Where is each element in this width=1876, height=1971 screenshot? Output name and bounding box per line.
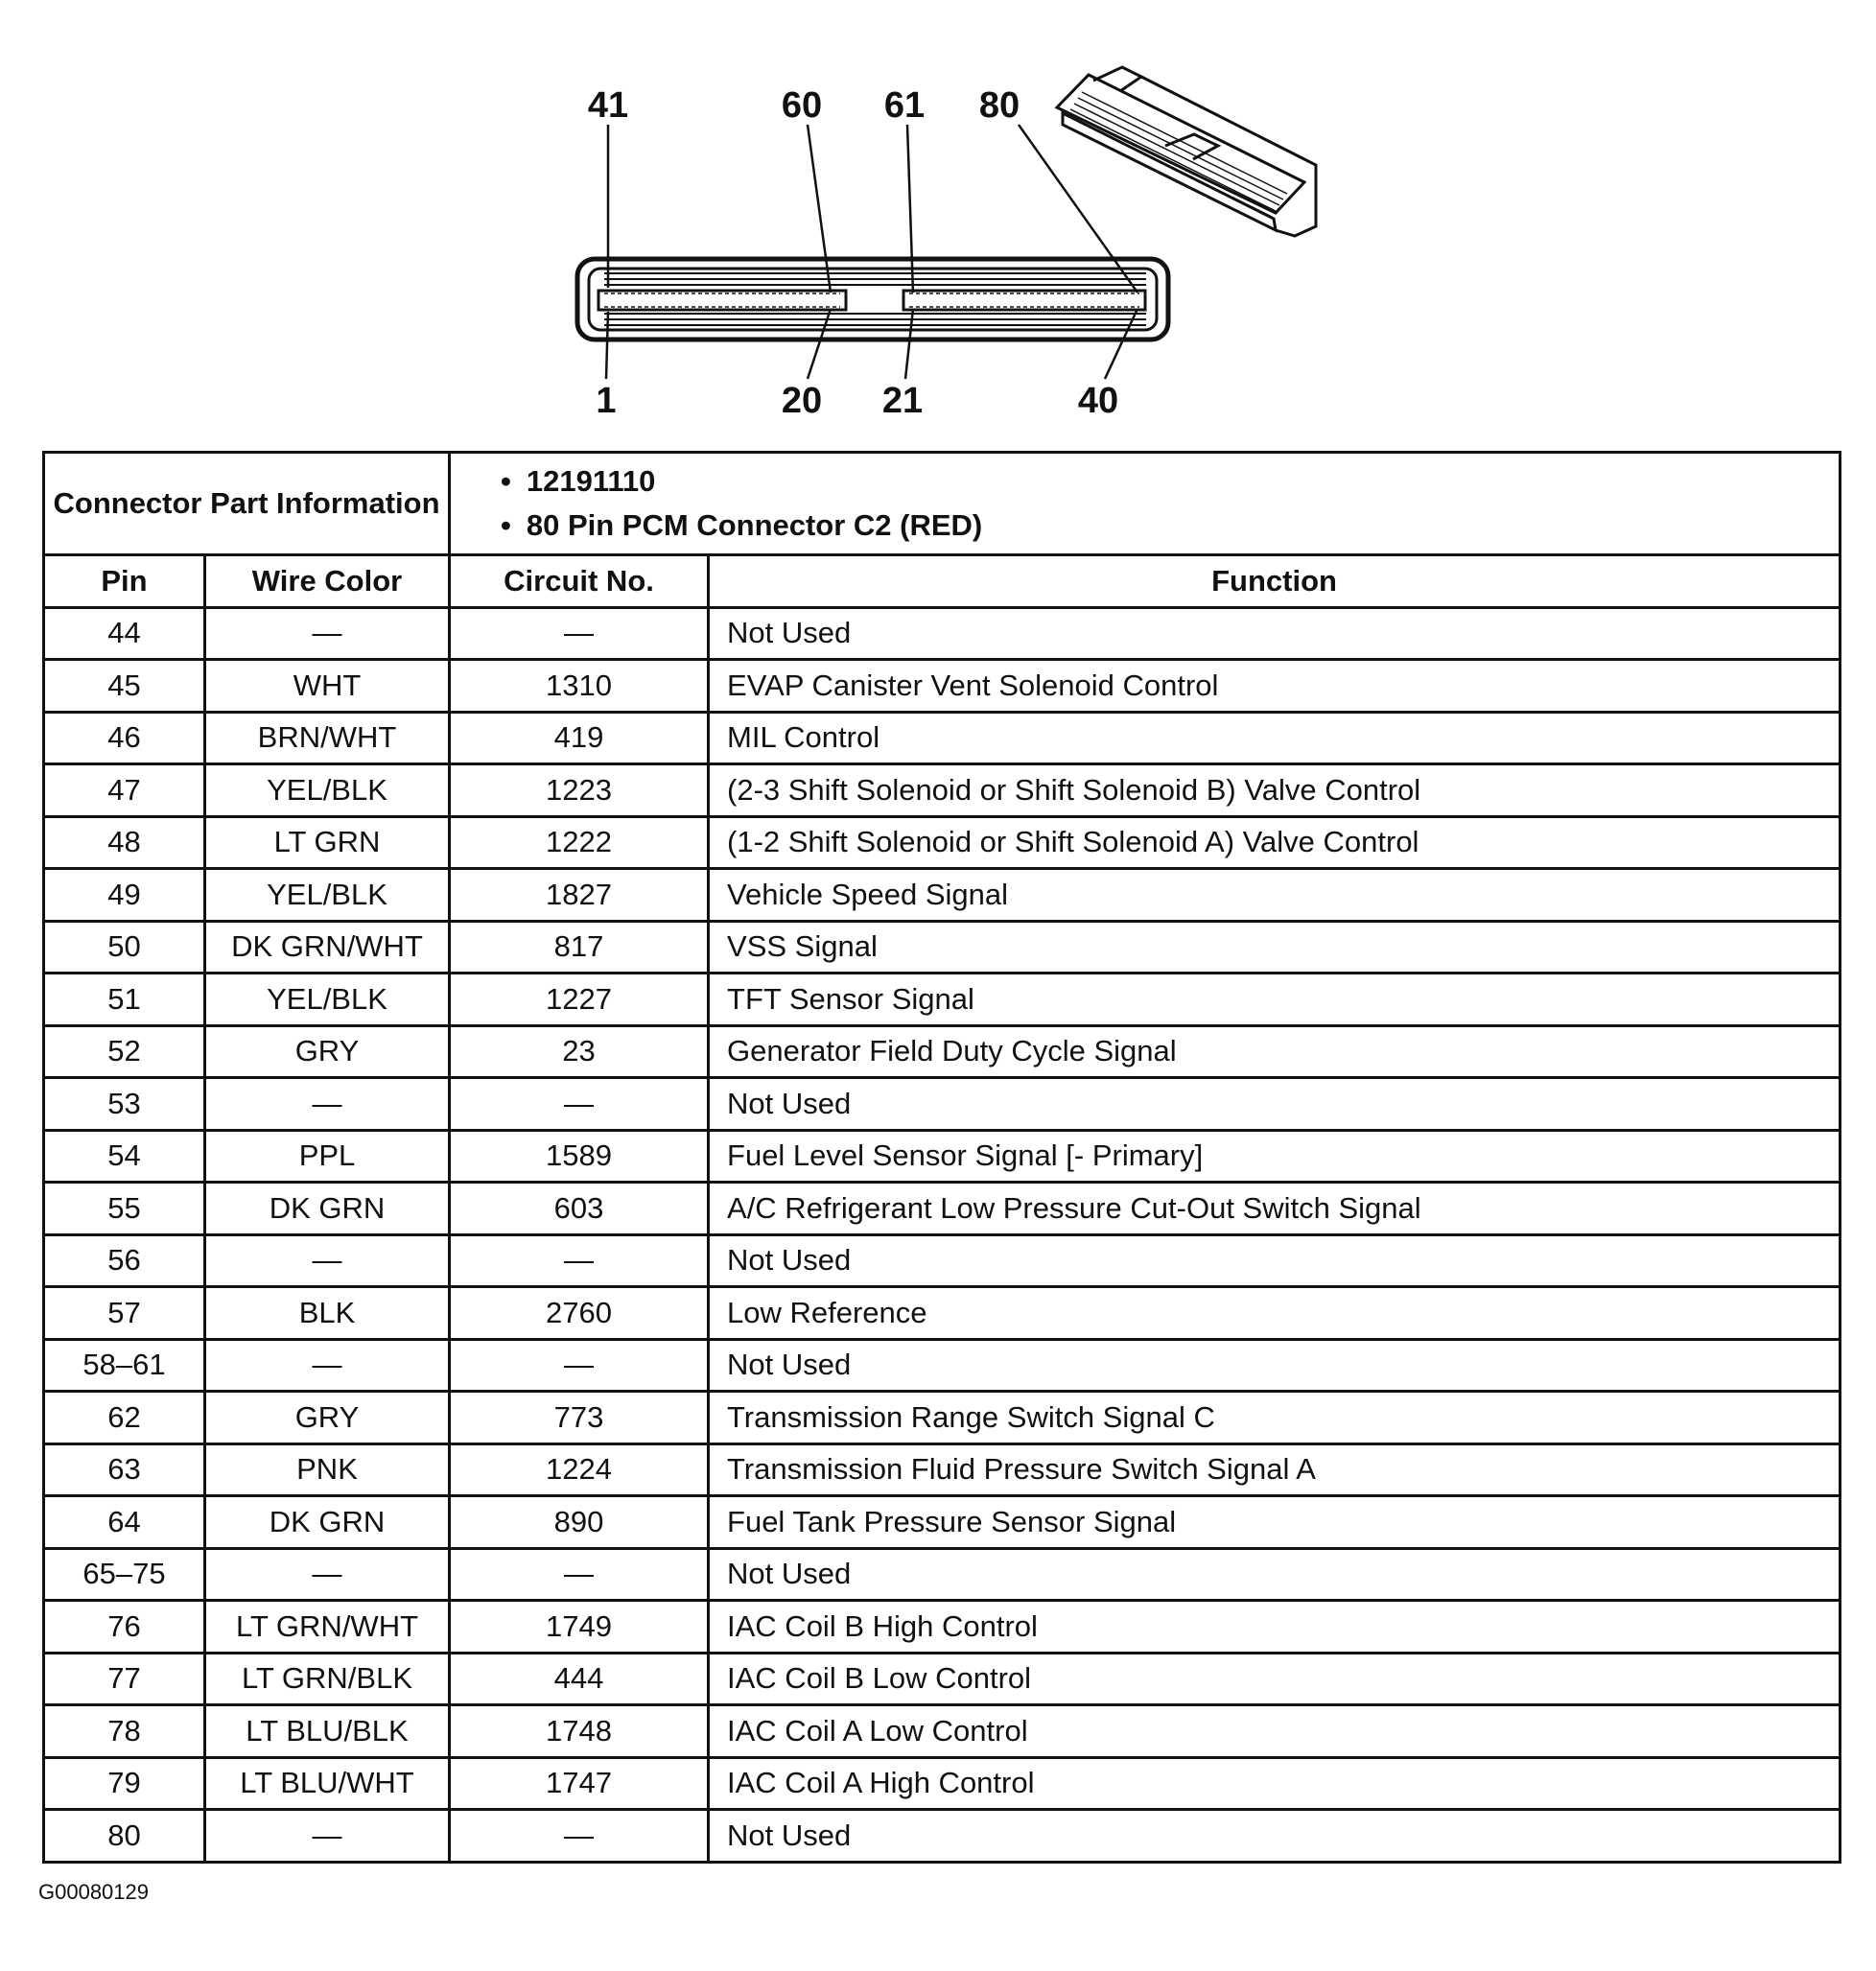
function-cell: Not Used — [709, 1078, 1841, 1131]
wire-color-cell: — — [205, 1234, 450, 1287]
pin-label-20: 20 — [781, 381, 823, 421]
table-row — [44, 974, 1841, 1026]
function-cell: IAC Coil A High Control — [709, 1757, 1841, 1810]
table-row — [44, 1810, 1841, 1863]
pin-cell: 65–75 — [44, 1548, 205, 1601]
pin-cell: 54 — [44, 1130, 205, 1183]
column-header-row — [44, 555, 1841, 608]
circuit-number-cell: 603 — [450, 1183, 709, 1235]
function-cell: A/C Refrigerant Low Pressure Cut-Out Switch Signal — [709, 1183, 1841, 1235]
pin-cell: 50 — [44, 921, 205, 974]
circuit-number-cell: 1227 — [450, 974, 709, 1026]
circuit-number-cell: 1749 — [450, 1601, 709, 1654]
pin-cell: 78 — [44, 1705, 205, 1758]
pin-label-40: 40 — [1077, 381, 1119, 421]
wire-color-cell: GRY — [205, 1392, 450, 1444]
function-cell: IAC Coil A Low Control — [709, 1705, 1841, 1758]
circuit-number-cell: 1222 — [450, 816, 709, 869]
function-cell: Not Used — [709, 1548, 1841, 1601]
table-row — [44, 1234, 1841, 1287]
function-cell: EVAP Canister Vent Solenoid Control — [709, 660, 1841, 713]
function-cell: TFT Sensor Signal — [709, 974, 1841, 1026]
wire-color-cell: LT BLU/BLK — [205, 1705, 450, 1758]
function-cell: Not Used — [709, 1339, 1841, 1392]
circuit-number-cell: 1224 — [450, 1443, 709, 1496]
wire-color-cell: LT GRN — [205, 816, 450, 869]
pin-label-41: 41 — [587, 85, 629, 126]
pin-label-1: 1 — [596, 381, 617, 421]
pin-cell: 46 — [44, 712, 205, 764]
connector-part-info-values — [450, 453, 1841, 555]
wire-color-cell: — — [205, 1078, 450, 1131]
function-cell: IAC Coil B High Control — [709, 1601, 1841, 1654]
connector-diagram — [0, 0, 1876, 441]
pin-cell: 44 — [44, 607, 205, 660]
circuit-number-cell: — — [450, 607, 709, 660]
wire-color-cell: LT BLU/WHT — [205, 1757, 450, 1810]
connector-info-row — [44, 453, 1841, 555]
circuit-number-cell: 890 — [450, 1496, 709, 1549]
wire-color-cell: — — [205, 1548, 450, 1601]
wire-color-cell: YEL/BLK — [205, 764, 450, 817]
function-cell: Not Used — [709, 1810, 1841, 1863]
pin-cell: 63 — [44, 1443, 205, 1496]
table-row — [44, 764, 1841, 817]
wire-color-cell: PNK — [205, 1443, 450, 1496]
table-row — [44, 1653, 1841, 1705]
column-header-wire-color: Wire Color — [205, 555, 450, 608]
part-number: • 12191110 — [501, 459, 1839, 504]
connector-description: • 80 Pin PCM Connector C2 (RED) — [501, 504, 1839, 548]
circuit-number-cell: 1310 — [450, 660, 709, 713]
table-row — [44, 712, 1841, 764]
pin-cell: 52 — [44, 1025, 205, 1078]
function-cell: Not Used — [709, 1234, 1841, 1287]
table-row — [44, 1078, 1841, 1131]
circuit-number-cell: — — [450, 1234, 709, 1287]
table-row — [44, 816, 1841, 869]
circuit-number-cell: 444 — [450, 1653, 709, 1705]
connector-side-view-icon — [1057, 67, 1316, 236]
table-row — [44, 1287, 1841, 1340]
pin-cell: 56 — [44, 1234, 205, 1287]
wire-color-cell: WHT — [205, 660, 450, 713]
circuit-number-cell: — — [450, 1810, 709, 1863]
function-cell: (2-3 Shift Solenoid or Shift Solenoid B) Valve Control — [709, 764, 1841, 817]
table-row — [44, 1130, 1841, 1183]
pin-cell: 64 — [44, 1496, 205, 1549]
column-header-circuit-no: Circuit No. — [450, 555, 709, 608]
function-cell: Transmission Fluid Pressure Switch Signal A — [709, 1443, 1841, 1496]
wire-color-cell: PPL — [205, 1130, 450, 1183]
function-cell: Generator Field Duty Cycle Signal — [709, 1025, 1841, 1078]
table-row — [44, 1705, 1841, 1758]
table-row — [44, 1757, 1841, 1810]
wire-color-cell: YEL/BLK — [205, 869, 450, 922]
pin-cell: 80 — [44, 1810, 205, 1863]
circuit-number-cell: 1589 — [450, 1130, 709, 1183]
circuit-number-cell: 419 — [450, 712, 709, 764]
function-cell: IAC Coil B Low Control — [709, 1653, 1841, 1705]
circuit-number-cell: 817 — [450, 921, 709, 974]
pin-cell: 76 — [44, 1601, 205, 1654]
table-row — [44, 869, 1841, 922]
function-cell: Low Reference — [709, 1287, 1841, 1340]
column-header-pin: Pin — [44, 555, 205, 608]
figure-id: G00080129 — [38, 1880, 149, 1904]
table-row — [44, 1339, 1841, 1392]
pin-cell: 47 — [44, 764, 205, 817]
wire-color-cell: BRN/WHT — [205, 712, 450, 764]
wire-color-cell: DK GRN/WHT — [205, 921, 450, 974]
circuit-number-cell: — — [450, 1339, 709, 1392]
wire-color-cell: — — [205, 607, 450, 660]
pin-cell: 51 — [44, 974, 205, 1026]
function-cell: Fuel Level Sensor Signal [- Primary] — [709, 1130, 1841, 1183]
table-row — [44, 1496, 1841, 1549]
pin-cell: 77 — [44, 1653, 205, 1705]
table-row — [44, 1025, 1841, 1078]
wire-color-cell: — — [205, 1810, 450, 1863]
pin-cell: 45 — [44, 660, 205, 713]
wire-color-cell: — — [205, 1339, 450, 1392]
circuit-number-cell: 1827 — [450, 869, 709, 922]
wire-color-cell: DK GRN — [205, 1183, 450, 1235]
pin-label-21: 21 — [881, 381, 924, 421]
circuit-number-cell: 2760 — [450, 1287, 709, 1340]
table-row — [44, 1443, 1841, 1496]
table-row — [44, 921, 1841, 974]
pin-cell: 57 — [44, 1287, 205, 1340]
function-cell: VSS Signal — [709, 921, 1841, 974]
function-cell: MIL Control — [709, 712, 1841, 764]
pin-cell: 53 — [44, 1078, 205, 1131]
column-header-function: Function — [709, 555, 1841, 608]
table-row — [44, 607, 1841, 660]
circuit-number-cell: 23 — [450, 1025, 709, 1078]
pin-cell: 79 — [44, 1757, 205, 1810]
function-cell: Transmission Range Switch Signal C — [709, 1392, 1841, 1444]
pin-cell: 58–61 — [44, 1339, 205, 1392]
wire-color-cell: LT GRN/BLK — [205, 1653, 450, 1705]
pin-label-80: 80 — [978, 85, 1020, 126]
function-cell: (1-2 Shift Solenoid or Shift Solenoid A) Valve Control — [709, 816, 1841, 869]
circuit-number-cell: 1223 — [450, 764, 709, 817]
pin-cell: 48 — [44, 816, 205, 869]
circuit-number-cell: — — [450, 1548, 709, 1601]
table-row — [44, 1548, 1841, 1601]
pin-cell: 55 — [44, 1183, 205, 1235]
connector-part-info-label: Connector Part Information — [44, 453, 450, 555]
pin-cell: 62 — [44, 1392, 205, 1444]
wire-color-cell: BLK — [205, 1287, 450, 1340]
pinout-table — [42, 451, 1841, 1864]
pin-label-61: 61 — [883, 85, 926, 126]
pin-label-60: 60 — [781, 85, 823, 126]
wire-color-cell: LT GRN/WHT — [205, 1601, 450, 1654]
wire-color-cell: YEL/BLK — [205, 974, 450, 1026]
circuit-number-cell: 1748 — [450, 1705, 709, 1758]
pcm-connector-face-icon — [577, 259, 1168, 340]
wire-color-cell: GRY — [205, 1025, 450, 1078]
wire-color-cell: DK GRN — [205, 1496, 450, 1549]
table-row — [44, 1601, 1841, 1654]
circuit-number-cell: 1747 — [450, 1757, 709, 1810]
pin-cell: 49 — [44, 869, 205, 922]
function-cell: Not Used — [709, 607, 1841, 660]
function-cell: Fuel Tank Pressure Sensor Signal — [709, 1496, 1841, 1549]
function-cell: Vehicle Speed Signal — [709, 869, 1841, 922]
circuit-number-cell: 773 — [450, 1392, 709, 1444]
circuit-number-cell: — — [450, 1078, 709, 1131]
table-row — [44, 1183, 1841, 1235]
table-row — [44, 1392, 1841, 1444]
table-row — [44, 660, 1841, 713]
